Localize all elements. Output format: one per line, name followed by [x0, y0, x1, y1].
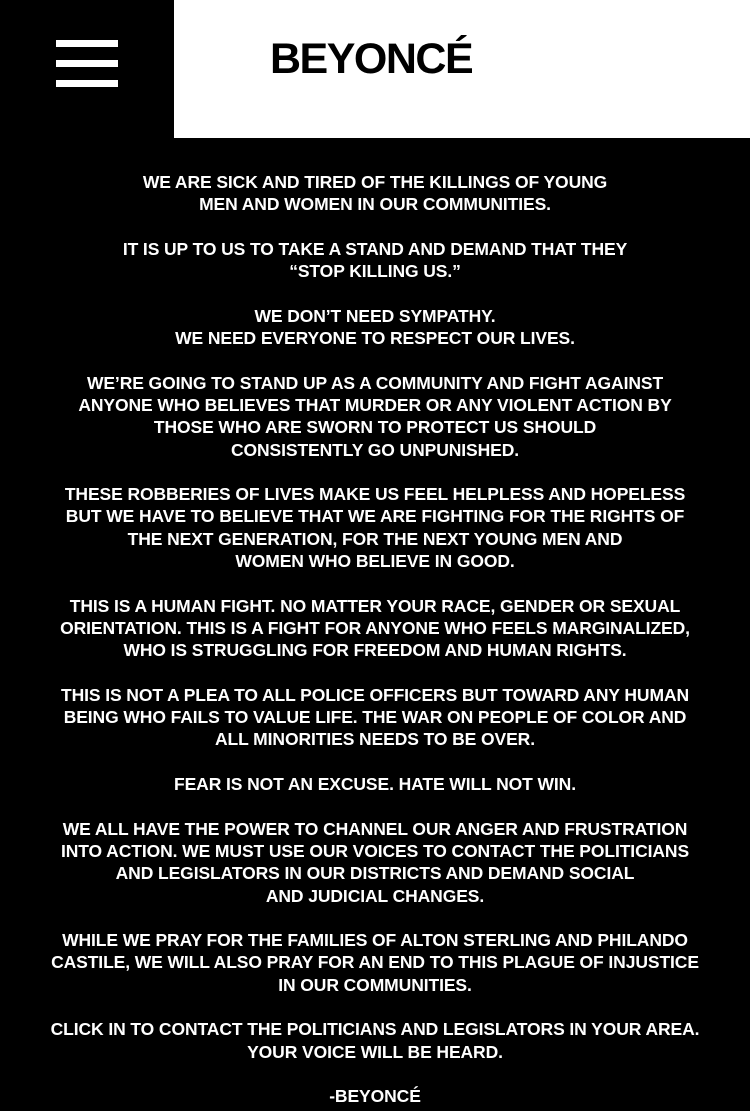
- statement-line: THOSE WHO ARE SWORN TO PROTECT US SHOULD: [153, 417, 597, 438]
- statement-line: FEAR IS NOT AN EXCUSE. HATE WILL NOT WIN.: [174, 774, 576, 795]
- statement-line: CLICK IN TO CONTACT THE POLITICIANS AND LEGISLATORS IN YOUR AREA.: [50, 1019, 700, 1040]
- statement-paragraph: [0, 595, 750, 662]
- statement-line: BUT WE HAVE TO BELIEVE THAT WE ARE FIGHTING FOR THE RIGHTS OF: [65, 506, 685, 527]
- statement-line: AND LEGISLATORS IN OUR DISTRICTS AND DEMAND SOCIAL: [115, 863, 635, 884]
- statement-paragraph: [0, 238, 750, 283]
- statement-line: ALL MINORITIES NEEDS TO BE OVER.: [215, 729, 535, 750]
- statement-paragraph: [0, 305, 750, 350]
- statement-line: THIS IS A HUMAN FIGHT. NO MATTER YOUR RACE, GENDER OR SEXUAL: [69, 595, 681, 616]
- statement-line: WE ARE SICK AND TIRED OF THE KILLINGS OF YOUNG: [142, 172, 608, 192]
- logo-panel: [174, 0, 750, 138]
- statement-line: IN OUR COMMUNITIES.: [278, 974, 472, 995]
- signature: [0, 1085, 750, 1107]
- statement-line: THESE ROBBERIES OF LIVES MAKE US FEEL HELPLESS AND HOPELESS: [64, 484, 686, 505]
- statement-line: INTO ACTION. WE MUST USE OUR VOICES TO CONTACT THE POLITICIANS: [60, 840, 690, 861]
- statement-line: IT IS UP TO US TO TAKE A STAND AND DEMAND THAT THEY: [122, 238, 628, 259]
- statement-line: WOMEN WHO BELIEVE IN GOOD.: [235, 551, 515, 572]
- statement-line: THIS IS NOT A PLEA TO ALL POLICE OFFICERS BUT TOWARD ANY HUMAN: [60, 684, 690, 705]
- statement-line: YOUR VOICE WILL BE HEARD.: [247, 1041, 503, 1062]
- site-logo[interactable]: BEYONCÉ: [270, 35, 473, 83]
- statement-line: “STOP KILLING US.”: [289, 261, 461, 282]
- hamburger-menu-icon[interactable]: [56, 40, 118, 90]
- statement-paragraph: [0, 929, 750, 996]
- statement-line: WHO IS STRUGGLING FOR FREEDOM AND HUMAN RIGHTS.: [123, 640, 627, 661]
- signature-text: -BEYONCÉ: [329, 1086, 421, 1107]
- statement-paragraph: [0, 483, 750, 572]
- statement-line: CASTILE, WE WILL ALSO PRAY FOR AN END TO THIS PLAGUE OF INJUSTICE: [51, 952, 699, 973]
- menu-bar-middle: [56, 60, 118, 67]
- menu-bar-top: [56, 40, 118, 47]
- statement-line: WE DON’T NEED SYMPATHY.: [254, 305, 496, 326]
- statement-line: WE ALL HAVE THE POWER TO CHANNEL OUR ANGER AND FRUSTRATION: [62, 818, 688, 839]
- statement-paragraph: [0, 372, 750, 461]
- statement-line: ORIENTATION. THIS IS A FIGHT FOR ANYONE WHO FEELS MARGINALIZED,: [60, 617, 690, 638]
- menu-bar-bottom: [56, 80, 118, 87]
- statement-paragraph: [0, 773, 750, 795]
- statement-paragraph: [0, 818, 750, 907]
- statement-line: WE’RE GOING TO STAND UP AS A COMMUNITY AND FIGHT AGAINST: [86, 372, 664, 393]
- statement-line: AND JUDICIAL CHANGES.: [265, 885, 485, 906]
- statement-body: [0, 171, 750, 1107]
- statement-line: WHILE WE PRAY FOR THE FAMILIES OF ALTON STERLING AND PHILANDO: [62, 930, 688, 951]
- statement-line: WE NEED EVERYONE TO RESPECT OUR LIVES.: [175, 328, 575, 349]
- statement-line: CONSISTENTLY GO UNPUNISHED.: [230, 439, 520, 460]
- statement-line: BEING WHO FAILS TO VALUE LIFE. THE WAR ON PEOPLE OF COLOR AND: [63, 707, 687, 728]
- statement-line: THE NEXT GENERATION, FOR THE NEXT YOUNG MEN AND: [127, 528, 623, 549]
- statement-paragraph: [0, 684, 750, 751]
- contact-legislators-paragraph[interactable]: [0, 1018, 750, 1063]
- statement-line: MEN AND WOMEN IN OUR COMMUNITIES.: [199, 194, 551, 215]
- site-header: [0, 0, 750, 138]
- statement-paragraph: [0, 171, 750, 216]
- statement-line: ANYONE WHO BELIEVES THAT MURDER OR ANY VIOLENT ACTION BY: [78, 394, 672, 415]
